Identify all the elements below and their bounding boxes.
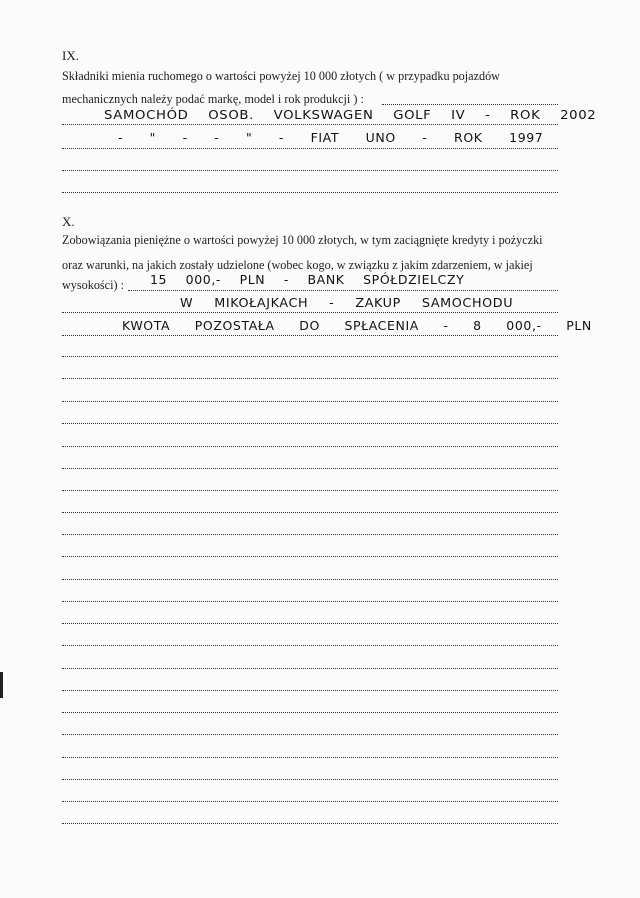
dotted-line (62, 423, 558, 424)
dotted-line (62, 690, 558, 691)
dotted-line (62, 712, 558, 713)
dotted-line (62, 801, 558, 802)
dotted-line (62, 335, 558, 336)
dotted-line (62, 601, 558, 602)
dotted-line (62, 734, 558, 735)
scan-edge-mark (0, 672, 3, 698)
dotted-line (62, 401, 558, 402)
dotted-line (62, 534, 558, 535)
dotted-line (62, 378, 558, 379)
dotted-line (62, 512, 558, 513)
dotted-line (62, 170, 558, 171)
dotted-line (62, 312, 558, 313)
section-x-text-line3: wysokości) : (62, 278, 124, 292)
dotted-line (62, 757, 558, 758)
section-ix-text-line2: mechanicznych należy podać markę, model i rok produkcji ) : (62, 92, 364, 106)
handwritten-entry: 15 000,- PLN - BANK SPÓŁDZIELCZY (150, 272, 465, 287)
dotted-line (62, 645, 558, 646)
section-x-text-line2: oraz warunki, na jakich zostały udzielone (wobec kogo, w związku z jakim zdarzeniem, w jakiej (62, 258, 533, 272)
dotted-line (62, 124, 558, 125)
dotted-line (62, 779, 558, 780)
section-ix-text-line1: Składniki mienia ruchomego o wartości powyżej 10 000 złotych ( w przypadku pojazdów (62, 69, 500, 83)
dotted-line (62, 490, 558, 491)
dotted-line (62, 623, 558, 624)
handwritten-entry: SAMOCHÓD OSOB. VOLKSWAGEN GOLF IV - ROK 2002 (104, 107, 597, 122)
dotted-line (382, 104, 558, 105)
dotted-line (62, 468, 558, 469)
handwritten-entry: - " - - " - FIAT UNO - ROK 1997 (118, 130, 544, 145)
dotted-line (62, 148, 558, 149)
dotted-line (128, 290, 558, 291)
dotted-line (62, 579, 558, 580)
dotted-line (62, 556, 558, 557)
dotted-line (62, 823, 558, 824)
dotted-line (62, 668, 558, 669)
dotted-line (62, 192, 558, 193)
handwritten-entry: KWOTA POZOSTAŁA DO SPŁACENIA - 8 000,- PLN (122, 318, 592, 333)
handwritten-entry: W MIKOŁAJKACH - ZAKUP SAMOCHODU (180, 295, 514, 310)
section-x-heading: X. (62, 214, 75, 229)
dotted-line (62, 446, 558, 447)
section-x-text-line1: Zobowiązania pieniężne o wartości powyżej 10 000 złotych, w tym zaciągnięte kredyty i pożyczki (62, 233, 543, 247)
section-ix-heading: IX. (62, 48, 79, 63)
dotted-line (62, 356, 558, 357)
